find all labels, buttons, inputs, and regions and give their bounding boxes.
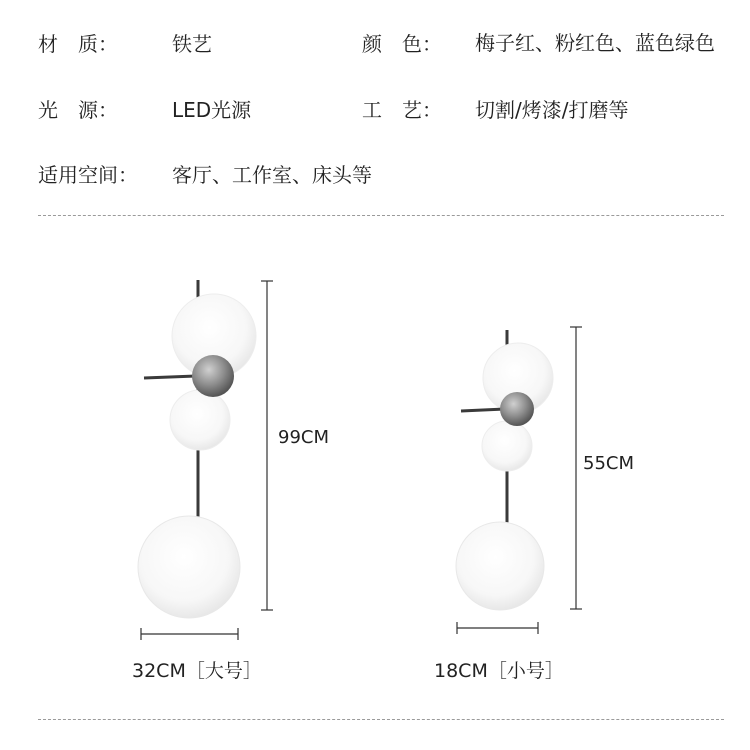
large-lamp-middle-globe bbox=[170, 390, 230, 450]
large-lamp-metal-ball bbox=[192, 355, 234, 397]
small-lamp-height-dimension bbox=[570, 327, 582, 609]
small-lamp-bottom-globe bbox=[456, 522, 544, 610]
applicable-space-label: 适用空间： bbox=[38, 163, 138, 187]
color-label: 颜 色： bbox=[362, 32, 442, 56]
small-lamp-middle-globe bbox=[482, 421, 532, 471]
bottom-divider bbox=[38, 719, 724, 720]
large-lamp-width-dimension bbox=[141, 628, 238, 640]
small-lamp bbox=[456, 330, 553, 610]
small-lamp-width-dimension bbox=[457, 622, 538, 634]
material-value: 铁艺 bbox=[172, 32, 212, 56]
material-label: 材 质： bbox=[38, 32, 118, 56]
small-lamp-arm bbox=[461, 409, 505, 411]
large-lamp-height-label: 99CM bbox=[278, 427, 330, 448]
large-lamp-height-dimension bbox=[261, 281, 273, 610]
large-lamp bbox=[138, 280, 256, 618]
large-lamp-arm bbox=[144, 376, 196, 378]
applicable-space-value: 客厅、工作室、床头等 bbox=[172, 163, 372, 187]
craft-label: 工 艺： bbox=[362, 98, 442, 122]
craft-value: 切割/烤漆/打磨等 bbox=[475, 98, 629, 122]
large-lamp-bottom-globe bbox=[138, 516, 240, 618]
small-lamp-metal-ball bbox=[500, 392, 534, 426]
small-lamp-size-caption: 18CM［小号］ bbox=[434, 660, 564, 682]
light-source-value: LED光源 bbox=[172, 98, 252, 122]
light-source-label: 光 源： bbox=[38, 98, 118, 122]
color-value: 梅子红、粉红色、蓝色绿色 bbox=[475, 31, 715, 55]
small-lamp-height-label: 55CM bbox=[583, 453, 635, 474]
large-lamp-size-caption: 32CM［大号］ bbox=[132, 660, 262, 682]
